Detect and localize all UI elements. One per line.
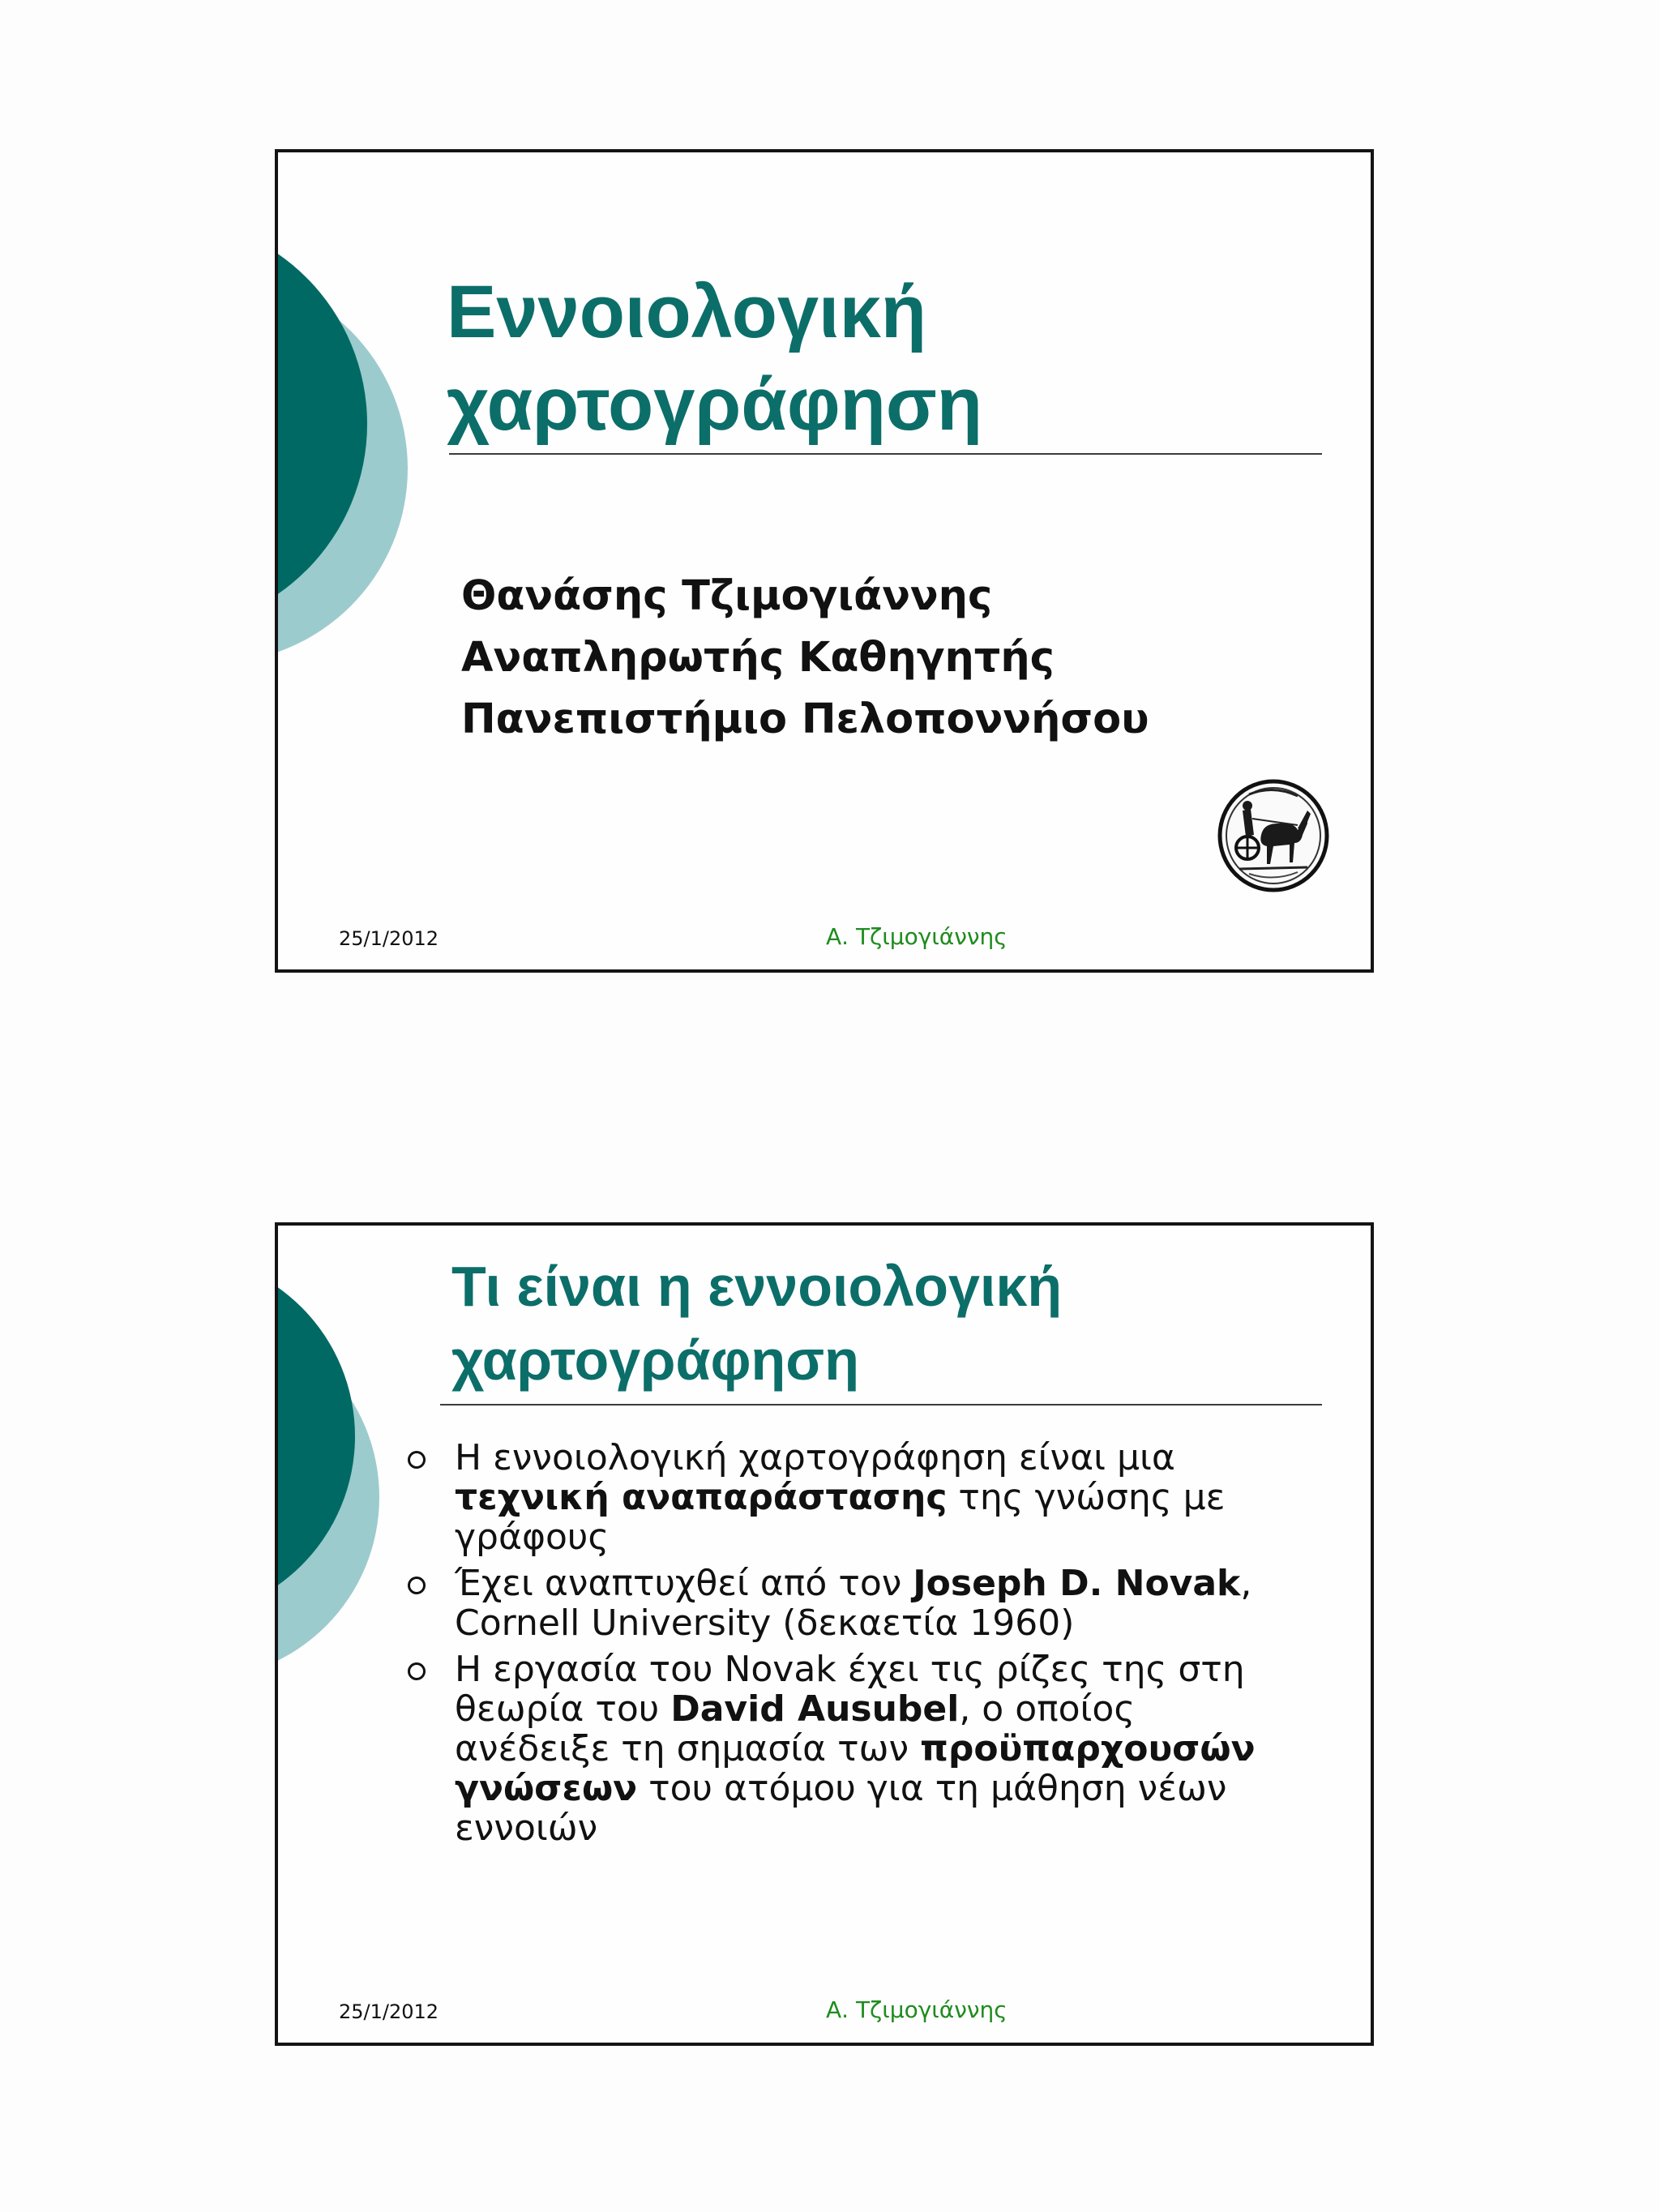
text-segment: Έχει αναπτυχθεί από τον xyxy=(455,1563,913,1604)
bold-text: προϋπαρχουσών xyxy=(920,1728,1256,1769)
bullet-line xyxy=(455,1769,1316,1808)
bullet-line xyxy=(455,1729,1316,1769)
text-segment: εννοιών xyxy=(455,1808,598,1849)
author-university: Πανεπιστήμιο Πελοποννήσου xyxy=(461,695,1149,743)
slide-footer-author: Α. Τζιμογιάννης xyxy=(826,923,1008,950)
bullet-item xyxy=(408,1649,1316,1848)
bullet-line xyxy=(455,1478,1316,1517)
text-segment: , xyxy=(1240,1563,1252,1604)
title-line: χαρτογράφηση xyxy=(451,1328,859,1392)
author-block xyxy=(461,566,1149,751)
text-segment: Cornell University (δεκαετία 1960) xyxy=(455,1602,1075,1644)
author-position: Αναπληρωτής Καθηγητής xyxy=(461,634,1055,682)
title-divider xyxy=(449,453,1322,455)
bold-text: τεχνική αναπαράστασης xyxy=(455,1477,948,1518)
bullet-line xyxy=(455,1603,1316,1643)
slide-1-title xyxy=(447,266,982,451)
bold-text: David Ausubel xyxy=(670,1688,960,1730)
bullet-line xyxy=(455,1564,1316,1603)
title-line: Τι είναι η εννοιολογική xyxy=(451,1255,1063,1318)
bullet-line xyxy=(455,1438,1316,1478)
bullet-circle-icon xyxy=(408,1577,426,1594)
title-divider xyxy=(440,1404,1322,1405)
bullet-line xyxy=(455,1649,1316,1689)
university-seal-logo xyxy=(1217,778,1330,893)
slide-2 xyxy=(275,1222,1374,2046)
bullet-item xyxy=(408,1438,1316,1557)
text-segment: , ο οποίος xyxy=(959,1688,1136,1730)
slide-2-title xyxy=(451,1250,1062,1397)
bullet-circle-icon xyxy=(408,1451,426,1469)
bold-text: Joseph D. Novak xyxy=(913,1563,1241,1604)
bullet-line xyxy=(455,1689,1316,1729)
bold-text: γνώσεων xyxy=(455,1768,638,1809)
title-line: χαρτογράφηση xyxy=(447,363,983,446)
text-segment: του ατόμου για τη μάθηση νέων xyxy=(637,1768,1227,1809)
text-segment: Η εννοιολογική χαρτογράφηση είναι μια xyxy=(455,1437,1175,1478)
slide-1 xyxy=(275,149,1374,973)
title-line: Εννοιολογική xyxy=(447,271,927,353)
bullet-circle-icon xyxy=(408,1662,426,1680)
author-name: Θανάσης Τζιμογιάννης xyxy=(461,572,993,620)
bullet-item xyxy=(408,1564,1316,1643)
text-segment: γράφους xyxy=(455,1517,610,1558)
bullet-line xyxy=(455,1517,1316,1557)
text-segment: ανέδειξε τη σημασία των xyxy=(455,1728,921,1769)
slide-date: 25/1/2012 xyxy=(339,2000,439,2023)
text-segment: της γνώσης με xyxy=(947,1477,1226,1518)
bullet-list xyxy=(408,1438,1316,1855)
bullet-line xyxy=(455,1808,1316,1848)
text-segment: Η εργασία του Novak έχει τις ρίζες της στη xyxy=(455,1649,1245,1690)
slide-footer-author: Α. Τζιμογιάννης xyxy=(826,1996,1008,2023)
slide-date: 25/1/2012 xyxy=(339,927,439,950)
text-segment: θεωρία του xyxy=(455,1688,671,1730)
